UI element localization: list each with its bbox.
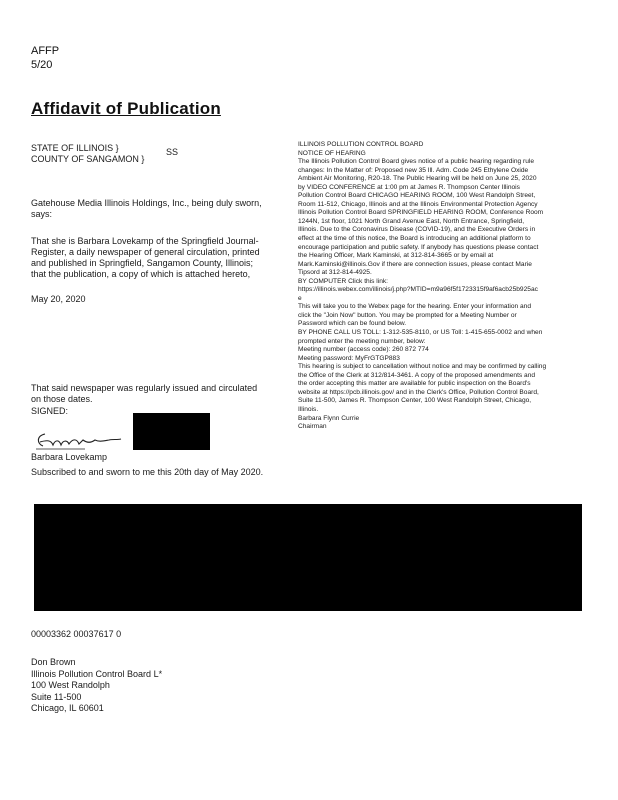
- publication-line: Register, a daily newspaper of general circulation, printed: [31, 247, 260, 257]
- notice-line: Room 11-512, Chicago, Illinois and at the Illinois Environmental Protection Agency: [298, 200, 538, 208]
- account-line: 00003362 00037617 0: [31, 629, 122, 639]
- affiant-line: Gatehouse Media Illinois Holdings, Inc., being duly sworn,: [31, 198, 262, 208]
- affiant-line: says:: [31, 209, 53, 219]
- publication-line: and published in Springfield, Sangamon County, Illinois;: [31, 258, 253, 268]
- regular-issue-paragraph: [31, 383, 257, 405]
- legal-notice: [298, 141, 614, 432]
- notice-line: BY PHONE CALL US TOLL: 1-312-535-8110, or US Toll: 1-415-655-0002 and when: [298, 329, 543, 337]
- notice-line: by VIDEO CONFERENCE at 1:00 pm at James R. Thompson Center Illinois: [298, 183, 520, 191]
- notice-line: click the "Join Now" button. You may be prompted for a Meeting Number or: [298, 311, 517, 319]
- notice-line: website at https://pcb.illinois.gov/ and in the Clerk's Office, Pollution Control Board,: [298, 388, 539, 396]
- notice-line: Ambient Air Monitoring, R20-18. The Public Hearing will be held on June 25, 2020: [298, 175, 537, 183]
- affiant-paragraph: [31, 198, 262, 220]
- publication-date: May 20, 2020: [31, 294, 86, 304]
- notice-line: Mark.Kaminski@illinois.Gov if there are connection issues, please contact Marie: [298, 260, 532, 268]
- venue-county-line: COUNTY OF SANGAMON }: [31, 154, 145, 164]
- notice-line: Meeting password: MyFrGTGP883: [298, 354, 400, 362]
- publication-line: That she is Barbara Lovekamp of the Springfield Journal-: [31, 236, 259, 246]
- notice-line: The Illinois Pollution Control Board gives notice of a public hearing regarding rule: [298, 158, 535, 166]
- signature: [33, 428, 133, 454]
- signed-label: SIGNED:: [31, 406, 69, 416]
- notice-line: Illinois Pollution Control Board SPRINGFIELD HEARING ROOM, Conference Room: [298, 209, 544, 217]
- notice-line: BY COMPUTER Click this link:: [298, 277, 389, 285]
- notice-line: the order accepting this matter are available for public inspection on the Board's: [298, 380, 531, 388]
- publication-paragraph: [31, 236, 260, 280]
- regular-issue-line: That said newspaper was regularly issued and circulated: [31, 383, 258, 393]
- notice-line: NOTICE OF HEARING: [298, 149, 366, 157]
- address-line: Suite 11-500: [31, 691, 82, 702]
- notice-line: This hearing is subject to cancellation without notice and may be confirmed by calling: [298, 363, 547, 371]
- notice-line: Illinois.: [298, 405, 319, 413]
- notice-line: Pollution Control Board CHICAGO HEARING ROOM, 100 West Randolph Street,: [298, 192, 536, 200]
- header-code: AFFP: [31, 45, 60, 57]
- address-line: 100 West Randolph: [31, 680, 110, 690]
- notice-line: prompted enter the meeting number, below:: [298, 337, 426, 345]
- notice-line: Chairman: [298, 423, 327, 431]
- notice-line: encourage participation and public safety. If anybody has questions please contact: [298, 243, 539, 251]
- redaction-box-large: [34, 504, 582, 611]
- notice-line: effect at the time of this notice, the Board is introducing an additional platform to: [298, 235, 531, 243]
- notice-line: changes: In the Matter of: Proposed new 35 Ill. Adm. Code 245 Ethylene Oxide: [298, 166, 529, 174]
- notice-line: the Office of the Clerk at 312/814-3461. A copy of the proposed amendments and: [298, 371, 536, 379]
- signer-name: Barbara Lovekamp: [31, 452, 108, 462]
- notice-line: Meeting number (access code): 260 872 774: [298, 346, 429, 354]
- venue-state-line: STATE OF ILLINOIS }: [31, 143, 119, 153]
- mailing-address: [31, 657, 162, 715]
- notice-line: Password which can be found below.: [298, 320, 407, 328]
- regular-issue-line: on those dates.: [31, 394, 93, 404]
- address-line: Don Brown: [31, 657, 76, 667]
- subscribed-line: Subscribed to and sworn to me this 20th day of May 2020.: [31, 467, 264, 477]
- notice-line: the Hearing Officer, Mark Kaminski, at 312-814-3665 or by email at: [298, 252, 494, 260]
- notice-line: https://illinois.webex.com/illinois/j.php?MTID=m9a96f5f1723315f9af6acb25b925ac: [298, 286, 538, 294]
- address-line: Chicago, IL 60601: [31, 703, 104, 713]
- venue-ss: SS: [166, 147, 179, 157]
- notice-line: Barbara Flynn Currie: [298, 414, 360, 422]
- page-title: Affidavit of Publication: [31, 99, 221, 118]
- notice-line: Suite 11-500, James R. Thompson Center, 100 West Randolph Street, Chicago,: [298, 397, 532, 405]
- notice-line: Tipsord at 312-814-4925.: [298, 269, 372, 277]
- publication-line: that the publication, a copy of which is attached hereto,: [31, 269, 251, 279]
- header-number: 5/20: [31, 59, 53, 71]
- address-line: Illinois Pollution Control Board L*: [31, 668, 163, 679]
- notice-line: e: [298, 294, 302, 302]
- notice-line: ILLINOIS POLLUTION CONTROL BOARD: [298, 141, 424, 148]
- notice-line: 1244N, 1st floor, 1021 North Grand Avenue East, North Entrance, Springfield,: [298, 217, 525, 225]
- notice-line: This will take you to the Webex page for the hearing. Enter your information and: [298, 303, 531, 311]
- redaction-box: [133, 413, 210, 450]
- notice-line: Illinois. Due to the Coronavirus Disease (COVID-19), and the Executive Orders in: [298, 226, 536, 234]
